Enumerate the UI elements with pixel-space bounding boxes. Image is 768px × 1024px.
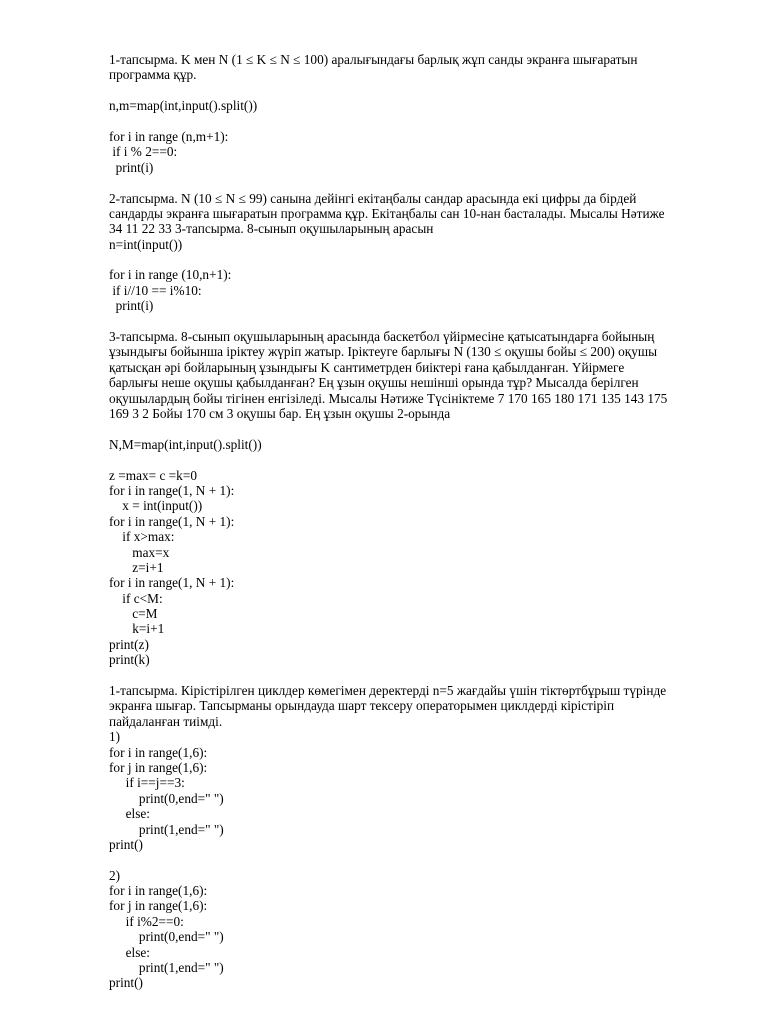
text-line: else: [109,806,150,822]
text-line: 2-тапсырма. N (10 ≤ N ≤ 99) санына дейінгі екітаңбалы сандар арасында екі цифры да бірдей [109,190,637,206]
text-line: for i in range(1,6): [109,744,208,760]
text-line: 3-тапсырма. 8-сынып оқушыларының арасында баскетбол үйірмесіне қатысатындарға бойының [109,329,655,345]
text-line: if i//10 == i%10: [109,282,202,298]
text-line: 1-тапсырма. Кірістірілген циклдер көмегімен деректерді n=5 жағдайы үшін тіктөртбұрыш түрінде [109,683,667,699]
text-line: if c<M: [109,590,163,606]
text-line: экранға шығар. Тапсырманы орындауда шарт тексеру операторымен циклдерді кірістіріп [109,698,615,714]
text-line: for j in range(1,6): [109,759,208,775]
text-line: print() [109,836,143,852]
text-line: барлығы неше оқушы қабылданған? Ең ұзын оқушы нешінші орында тұр? Мысалда берілген [109,375,639,391]
text-line: print(0,end=" ") [109,929,224,945]
text-line: print(z) [109,636,149,652]
text-line: for i in range(1, N + 1): [109,575,235,591]
text-line: k=i+1 [109,621,165,637]
text-line: программа құр. [109,67,197,83]
text-line: if i % 2==0: [109,144,178,160]
blank-line [109,452,709,467]
blank-line [109,175,709,190]
text-line: max=x [109,544,170,560]
blank-line [109,114,709,129]
text-line: print() [109,975,143,991]
blank-line [109,421,709,436]
text-line: n=int(input()) [109,236,183,252]
blank-line [109,252,709,267]
text-line: for i in range(1, N + 1): [109,482,235,498]
text-line: print(0,end=" ") [109,790,224,806]
text-line: for j in range(1,6): [109,898,208,914]
text-line: print(1,end=" ") [109,821,224,837]
text-line: 2) [109,867,121,883]
text-line: 34 11 22 33 3-тапсырма. 8-сынып оқушыларының арасын [109,221,434,237]
text-line: print(i) [109,159,154,175]
text-line: if i==j==3: [109,775,185,791]
text-line: ұзындығы бойынша іріктеу жүріп жатыр. Іріктеуге барлығы N (130 ≤ оқушы бойы ≤ 200) оқушы [109,344,658,360]
text-line: if x>max: [109,529,175,545]
text-line: for i in range(1,6): [109,883,208,899]
text-line: x = int(input()) [109,498,203,514]
text-line: 1-тапсырма. K мен N (1 ≤ K ≤ N ≤ 100) аралығындағы барлық жұп санды экранға шығаратын [109,52,638,67]
blank-line [109,852,709,867]
text-line: N,M=map(int,input().split()) [109,436,262,452]
text-line: print(1,end=" ") [109,960,224,976]
text-line: print(k) [109,652,150,668]
text-line: 169 3 2 Бойы 170 см 3 оқушы бар. Ең ұзын оқушы 2-орында [109,405,451,421]
text-line: for i in range (n,m+1): [109,128,229,144]
blank-line [109,668,709,683]
text-line: пайдаланған тиімді. [109,713,223,729]
text-line: оқушылардың бойы тігінен енгізіледі. Мысалы Нәтиже Түсініктеме 7 170 165 180 171 135 143 175 [109,390,668,406]
text-line: z =max= c =k=0 [109,467,197,483]
text-line: z=i+1 [109,559,164,575]
text-line: if i%2==0: [109,913,184,929]
text-line: else: [109,944,150,960]
text-line: 1) [109,729,121,745]
text-line: n,m=map(int,input().split()) [109,98,258,114]
text-line: for i in range (10,n+1): [109,267,232,283]
text-line: print(i) [109,298,154,314]
blank-line [109,314,709,329]
text-line: for i in range(1, N + 1): [109,513,235,529]
text-line: қатысқан әрі бойларының ұзындығы K сантиметрден биіктері ғана қабылданған. Үйірмеге [109,359,625,375]
document-page [109,52,709,991]
blank-line [109,83,709,98]
text-line: сандарды экранға шығаратын программа құр. Екітаңбалы сан 10-нан басталады. Мысалы Нәтиже [109,205,665,221]
text-line: c=M [109,606,158,622]
